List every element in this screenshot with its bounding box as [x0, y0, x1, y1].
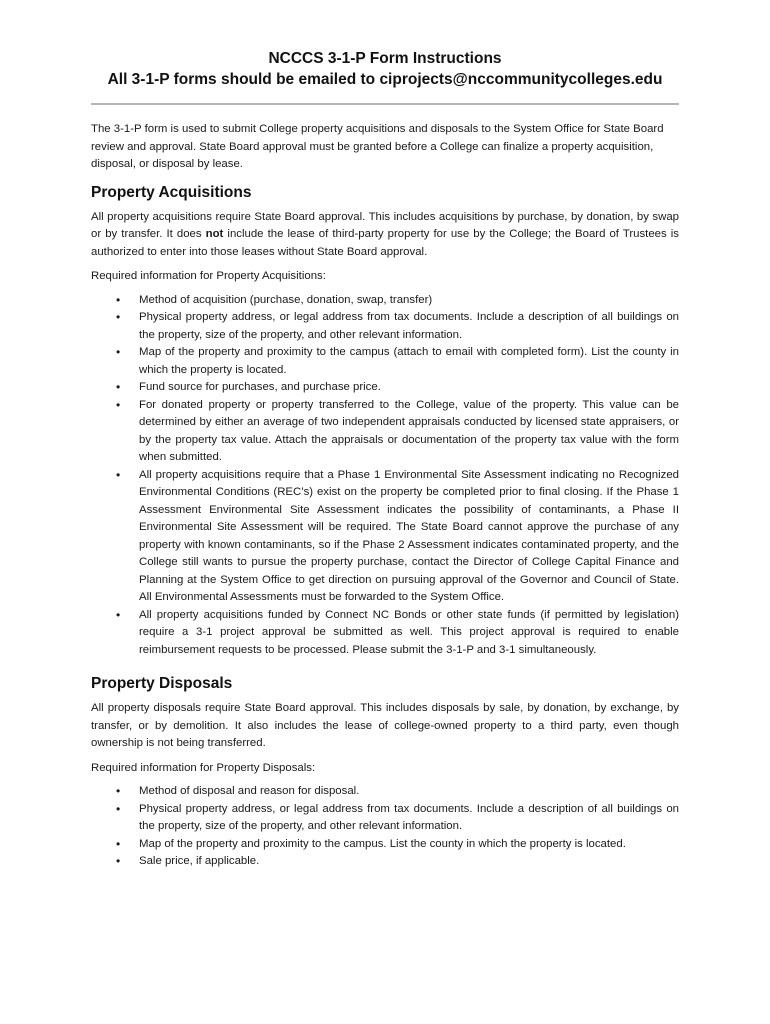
document-title: NCCCS 3-1-P Form Instructions: [268, 50, 502, 67]
list-item-text: Method of disposal and reason for disposal.: [139, 785, 360, 797]
list-item-text: Map of the property and proximity to the campus (attach to email with completed form). List the county in which the property is located.: [139, 346, 679, 376]
list-item-text: Method of acquisition (purchase, donation, swap, transfer): [139, 293, 433, 306]
list-item-text: Fund source for purchases, and purchase price.: [139, 381, 381, 393]
bullet-icon: •: [116, 854, 121, 868]
document-subtitle: All 3-1-P forms should be emailed to ciprojects@nccommunitycolleges.edu: [107, 71, 663, 88]
list-item: [91, 292, 679, 310]
list-item: [91, 397, 679, 467]
list-item: [91, 607, 679, 660]
list-item-text: All property acquisitions require that a Phase 1 Environmental Site Assessment indicating no Recognized Environmental Conditions (REC’s) exist on the property be completed prior to final closing. If the Phase 1 Assessment Environmental Site Assessment indicates the possibility of contaminants, a Phase II Environmental Site Assessment will be required. The State Board cannot approve the purchase of any property with known contaminants, so if the Phase 2 Assessment indicates contaminated property, and the College still wants to pursue the property purchase, contact the Director of College Capital Finance and Planning at the System Office to get direction on pursuing approval of the Governor and Council of State. All Environmental Assessments must be forwarded to the System Office.: [139, 468, 679, 603]
bullet-icon: •: [116, 310, 121, 324]
intro-paragraph: The 3-1-P form is used to submit College property acquisitions and disposals to the System Office for State Board review and approval. State Board approval must be granted before a College can finalize a property acquisition, disposal, or disposal by lease.: [91, 123, 664, 170]
list-item-text: Sale price, if applicable.: [139, 855, 260, 867]
acquisitions-paragraph: [91, 209, 679, 262]
list-item-text: For donated property or property transferred to the College, value of the property. This value can be determined by either an average of two independent appraisals conducted by licensed state appraisers, or by the property tax value. Attach the appraisals or documentation of the property tax value with the form when submitted.: [139, 398, 679, 463]
disposals-required-label: Required information for Property Disposals:: [91, 761, 316, 774]
list-item: [91, 344, 679, 379]
bullet-icon: •: [116, 607, 121, 622]
acquisitions-text-part-2: include the lease of third-party property for use by the College; the Board of Trustees is authorized to enter into those leases without State Board approval.: [91, 228, 679, 258]
document-header: [91, 48, 679, 90]
acquisitions-text-bold: not: [205, 228, 224, 240]
bullet-icon: •: [116, 380, 121, 394]
list-item: [91, 467, 679, 607]
bullet-icon: •: [116, 292, 121, 307]
acquisitions-required-label: Required information for Property Acquisitions:: [91, 270, 326, 282]
acquisitions-list: [91, 292, 679, 660]
list-item: [91, 783, 679, 801]
list-item: [91, 309, 679, 344]
list-item: [91, 801, 679, 836]
acquisitions-text-part-1: All property acquisitions require State Board approval. This includes acquisitions by purchase, by donation, by swap or by transfer. It does: [91, 210, 679, 240]
list-item-text: Map of the property and proximity to the campus. List the county in which the property is located.: [139, 837, 626, 850]
header-divider: [91, 103, 679, 105]
list-item-text: All property acquisitions funded by Connect NC Bonds or other state funds (if permitted by legislation) require a 3-1 project approval be submitted as well. This project approval is required to enable reimbursement requests to be processed. Please submit the 3-1-P and 3-1 simultaneously.: [139, 608, 679, 656]
list-item-text: Physical property address, or legal address from tax documents. Include a description of all buildings on the property, size of the property, and other relevant information.: [139, 311, 679, 341]
acquisitions-heading: Property Acquisitions: [91, 183, 252, 201]
bullet-icon: •: [116, 345, 121, 359]
bullet-icon: •: [116, 467, 121, 482]
list-item: [91, 379, 679, 397]
list-item-text: Physical property address, or legal address from tax documents. Include a description of all buildings on the property, size of the property, and other relevant information.: [139, 802, 679, 832]
bullet-icon: •: [116, 397, 121, 412]
disposals-heading: Property Disposals: [91, 675, 233, 692]
list-item: [91, 853, 679, 871]
bullet-icon: •: [116, 784, 121, 798]
bullet-icon: •: [116, 801, 121, 816]
bullet-icon: •: [116, 836, 121, 851]
disposals-paragraph: All property disposals require State Board approval. This includes disposals by sale, by donation, by exchange, by transfer, or by demolition. It also includes the lease of college-owned property to a third party, even though ownership is not being transferred.: [91, 702, 679, 749]
list-item: [91, 836, 679, 854]
disposals-list: [91, 783, 679, 871]
